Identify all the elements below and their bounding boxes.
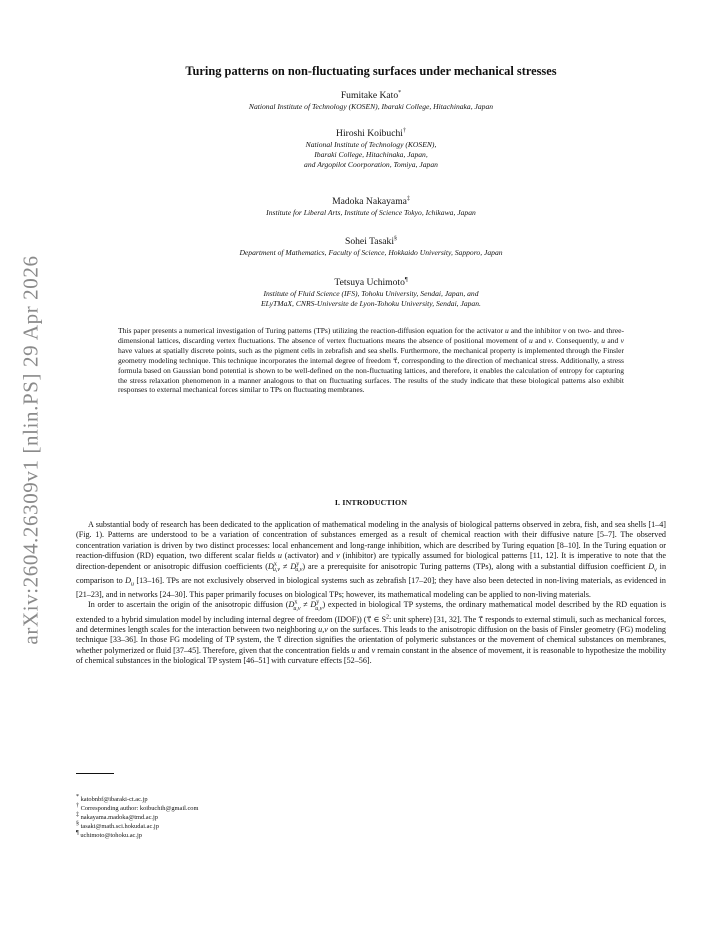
author-affiliation-line: and Argopilot Coorporation, Tomiya, Japan: [304, 160, 438, 169]
arxiv-sidebar-stamp: [8, 230, 54, 670]
author-mark: *: [398, 89, 402, 96]
author-name: Madoka Nakayama: [332, 196, 407, 207]
author-affiliation: National Institute of Technology (KOSEN), Ibaraki College, Hitachinaka, Japan: [248, 102, 494, 111]
author-block-3: [76, 196, 666, 218]
author-affiliation: Department of Mathematics, Faculty of Science, Hokkaido University, Sapporo, Japan: [239, 248, 503, 257]
footnote: ‡ nakayama.madoka@tmd.ac.jp: [76, 811, 158, 821]
author-affiliation-line: Ibaraki College, Hitachinaka, Japan,: [314, 150, 428, 159]
footnotes: [76, 793, 476, 841]
footnote: ¶ uchimoto@tohoku.ac.jp: [76, 829, 142, 839]
arxiv-identifier: arXiv:2604.26309v1 [nlin.PS] 29 Apr 2026: [18, 255, 43, 645]
footnote: † Corresponding author: koibuchih@gmail.com: [76, 802, 199, 812]
author-name: Hiroshi Koibuchi: [336, 128, 403, 139]
footnote: * katobnbf@ibaraki-ct.ac.jp: [76, 793, 148, 803]
author-name: Fumitake Kato: [340, 90, 399, 101]
author-block-1: [76, 90, 666, 112]
author-mark: ‡: [406, 195, 410, 202]
author-block-5: [76, 277, 666, 309]
section-heading-introduction: I. INTRODUCTION: [334, 498, 408, 507]
author-affiliation: Institute for Liberal Arts, Institute of Science Tokyo, Ichikawa, Japan: [266, 208, 476, 217]
author-mark: ¶: [404, 276, 408, 283]
paragraph-1: A substantial body of research has been dedicated to the application of mathematical modeling in the analysis of biological patterns observed in zebra, fish, and sea shells [1–4] (Fig. 1). Patterns are understood to be a variation of concentration of substances emerged as a result of chemical reaction with their diffusive nature [5–7]. The observed concentration variation is driven by two distinct processes: local enhancement and long-range inhibition, which are described by Turing equation [8–10]. In the Turing equation or reaction-diffusion (RD) equation, two different scalar fields u (activator) and v (inhibitor) are typically assumed for biological patterns [11, 12]. It is imperative to note that the direction-dependent or anisotropic diffusion coefficients $(D^x_{u,v} \ne D^y_{u,v})$ are a prerequisite for anisotropic Turing patterns (TPs), along with a substantial diffusion coefficient $D_v$ in comparison to $D_u$ [13–16]. TPs are not exclusively observed in biological systems such as zebrafish [17–20]; they have also been detected in non-living materials, as evidenced in [21–23], and in networks [24–30]. This paper primarily focuses on biological TPs; however, its mathematical modeling can be applied to non-living materials.: [76, 520, 667, 599]
author-block-4: [76, 236, 666, 258]
abstract: This paper presents a numerical investigation of Turing patterns (TPs) utilizing the reaction-diffusion equation for the activator u and the inhibitor v on two- and three-dimensional lattices, discarding vertex fluctuations. The absence of vertex fluctuations means the absence of positional movement of u and v. Consequently, u and v have values at spatially discrete points, such as the pigment cells in zebrafish and sea shells. Furthermore, the mechanical property is implemented through the Finsler geometry modeling technique. This technique incorporates the internal degree of freedom τ⃗, corresponding to the direction of mechanical stress. Additionally, a stress formula based on Gaussian bond potential is shown to be well-defined on the non-fluctuating lattices, and therefore, it enables the calculation of entropy for capturing the stress relaxation phenomenon in a manner analogous to that on fluctuating surfaces. The results of the study indicate that these biological patterns also exhibit responses to external mechanical forces similar to TPs on fluctuating membranes.: [118, 326, 624, 395]
author-name: Tetsuya Uchimoto: [334, 277, 405, 288]
footnote: § tasaki@math.sci.hokudai.ac.jp: [76, 820, 159, 830]
author-mark: †: [402, 127, 406, 134]
author-mark: §: [393, 235, 397, 242]
author-name: Sohei Tasaki: [345, 236, 394, 247]
author-affiliation-line: Institute of Fluid Science (IFS), Tohoku University, Sendai, Japan, and: [263, 289, 479, 298]
author-block-2: [76, 128, 666, 170]
introduction-body: [76, 520, 666, 667]
paper-title: Turing patterns on non-fluctuating surfaces under mechanical stresses: [185, 64, 557, 78]
author-affiliation-line: ELyTMaX, CNRS-Universite de Lyon-Tohoku University, Sendai, Japan.: [261, 299, 481, 308]
author-affiliation-line: National Institute of Technology (KOSEN),: [305, 140, 437, 149]
footnote-rule: [76, 773, 114, 774]
paragraph-2: In order to ascertain the origin of the anisotropic diffusion $(D^x_{u,v} \ne D^y_{u,v})$ expected in biological TP systems, the ordinary mathematical model described by the RD equation is extended to a hybrid simulation model by including internal degree of freedom (IDOF)) (τ⃗ ∈ $S^2$: unit sphere) [31, 32]. The τ⃗ responds to external stimuli, such as mechanical forces, and determines length scales for the interaction between two neighboring u,v on the surfaces. This leads to the anisotropic diffusion on the basis of Finsler geometry (FG) modeling technique [33–36]. In those FG modeling of TP system, the τ⃗ direction signifies the orientation of polymeric substances or the movement of chemical substances on membranes, whether polymerized or fluid [37–45]. Therefore, given that the concentration fields u and v remain constant in the absence of movement, it is reasonable to hypothesize the mobility of chemical substances in the biological TP system [46–51] with curvature effects [52–56].: [76, 599, 667, 666]
